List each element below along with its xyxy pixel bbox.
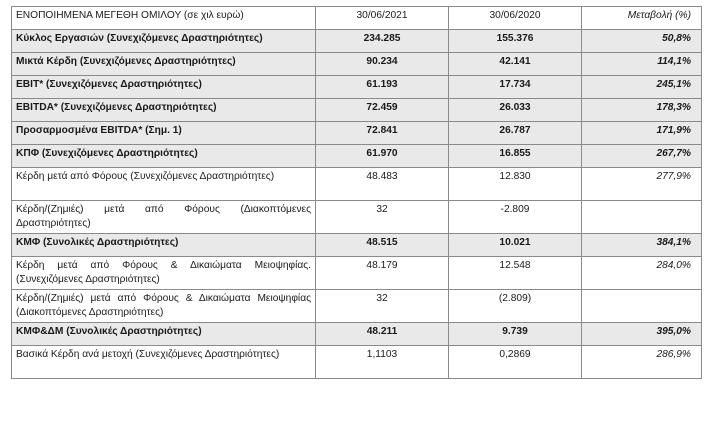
value-2021: 72.841: [316, 122, 449, 145]
value-2021: 32: [316, 201, 449, 234]
value-2021: 72.459: [316, 99, 449, 122]
row-label: EBITDA* (Συνεχιζόμενες Δραστηριότητες): [12, 99, 316, 122]
row-label: Κέρδη/(Ζημιές) μετά από Φόρους (Διακοπτόμενες Δραστηριότητες): [12, 201, 316, 234]
table-row: [12, 290, 702, 323]
table-row: [12, 99, 702, 122]
table-row: [12, 323, 702, 346]
table-row: [12, 30, 702, 53]
financial-table-container: [11, 6, 701, 379]
value-2021: 48.211: [316, 323, 449, 346]
change-percent: 267,7%: [582, 145, 702, 168]
table-row: [12, 346, 702, 379]
change-percent: 171,9%: [582, 122, 702, 145]
value-2020: 42.141: [449, 53, 582, 76]
row-label: ΚΜΦ (Συνολικές Δραστηριότητες): [12, 234, 316, 257]
change-percent: 277,9%: [582, 168, 702, 201]
value-2020: 26.033: [449, 99, 582, 122]
row-label: Βασικά Κέρδη ανά μετοχή (Συνεχιζόμενες Δραστηριότητες): [12, 346, 316, 379]
row-label: Κύκλος Εργασιών (Συνεχιζόμενες Δραστηριότητες): [12, 30, 316, 53]
value-2021: 234.285: [316, 30, 449, 53]
value-2021: 61.970: [316, 145, 449, 168]
table-header-row: [12, 7, 702, 30]
value-2021: 1,1103: [316, 346, 449, 379]
table-row: [12, 234, 702, 257]
value-2020: 12.548: [449, 257, 582, 290]
header-label: ΕΝΟΠΟΙΗΜΕΝΑ ΜΕΓΕΘΗ ΟΜΙΛΟΥ (σε χιλ ευρώ): [12, 7, 316, 30]
change-percent: 245,1%: [582, 76, 702, 99]
value-2020: 9.739: [449, 323, 582, 346]
table-row: [12, 201, 702, 234]
table-row: [12, 257, 702, 290]
change-percent: 384,1%: [582, 234, 702, 257]
value-2021: 48.179: [316, 257, 449, 290]
table-row: [12, 53, 702, 76]
value-2021: 61.193: [316, 76, 449, 99]
change-percent: 114,1%: [582, 53, 702, 76]
row-label: Κέρδη μετά από Φόρους & Δικαιώματα Μειοψηφίας. (Συνεχιζόμενες Δραστηριότητες): [12, 257, 316, 290]
value-2021: 48.515: [316, 234, 449, 257]
row-label: ΚΜΦ&ΔΜ (Συνολικές Δραστηριότητες): [12, 323, 316, 346]
row-label: Προσαρμοσμένα EBITDA* (Σημ. 1): [12, 122, 316, 145]
change-percent: 50,8%: [582, 30, 702, 53]
table-row: [12, 76, 702, 99]
value-2020: 0,2869: [449, 346, 582, 379]
table-row: [12, 168, 702, 201]
change-percent: 286,9%: [582, 346, 702, 379]
row-label: EBIT* (Συνεχιζόμενες Δραστηριότητες): [12, 76, 316, 99]
value-2021: 48.483: [316, 168, 449, 201]
value-2020: (2.809): [449, 290, 582, 323]
value-2021: 90.234: [316, 53, 449, 76]
value-2020: 16.855: [449, 145, 582, 168]
value-2021: 32: [316, 290, 449, 323]
value-2020: 155.376: [449, 30, 582, 53]
row-label: ΚΠΦ (Συνεχιζόμενες Δραστηριότητες): [12, 145, 316, 168]
header-change: Μεταβολή (%): [582, 7, 702, 30]
row-label: Κέρδη/(Ζημιές) μετά από Φόρους & Δικαιώματα Μειοψηφίας (Διακοπτόμενες Δραστηριότητες): [12, 290, 316, 323]
change-percent: 178,3%: [582, 99, 702, 122]
row-label: Κέρδη μετά από Φόρους (Συνεχιζόμενες Δραστηριότητες): [12, 168, 316, 201]
header-2021: 30/06/2021: [316, 7, 449, 30]
table-row: [12, 122, 702, 145]
value-2020: 17.734: [449, 76, 582, 99]
change-percent: 284,0%: [582, 257, 702, 290]
table-row: [12, 145, 702, 168]
change-percent: 395,0%: [582, 323, 702, 346]
change-percent: [582, 290, 702, 323]
header-2020: 30/06/2020: [449, 7, 582, 30]
value-2020: 10.021: [449, 234, 582, 257]
consolidated-figures-table: [11, 6, 702, 379]
row-label: Μικτά Κέρδη (Συνεχιζόμενες Δραστηριότητες): [12, 53, 316, 76]
change-percent: [582, 201, 702, 234]
value-2020: -2.809: [449, 201, 582, 234]
value-2020: 26.787: [449, 122, 582, 145]
value-2020: 12.830: [449, 168, 582, 201]
